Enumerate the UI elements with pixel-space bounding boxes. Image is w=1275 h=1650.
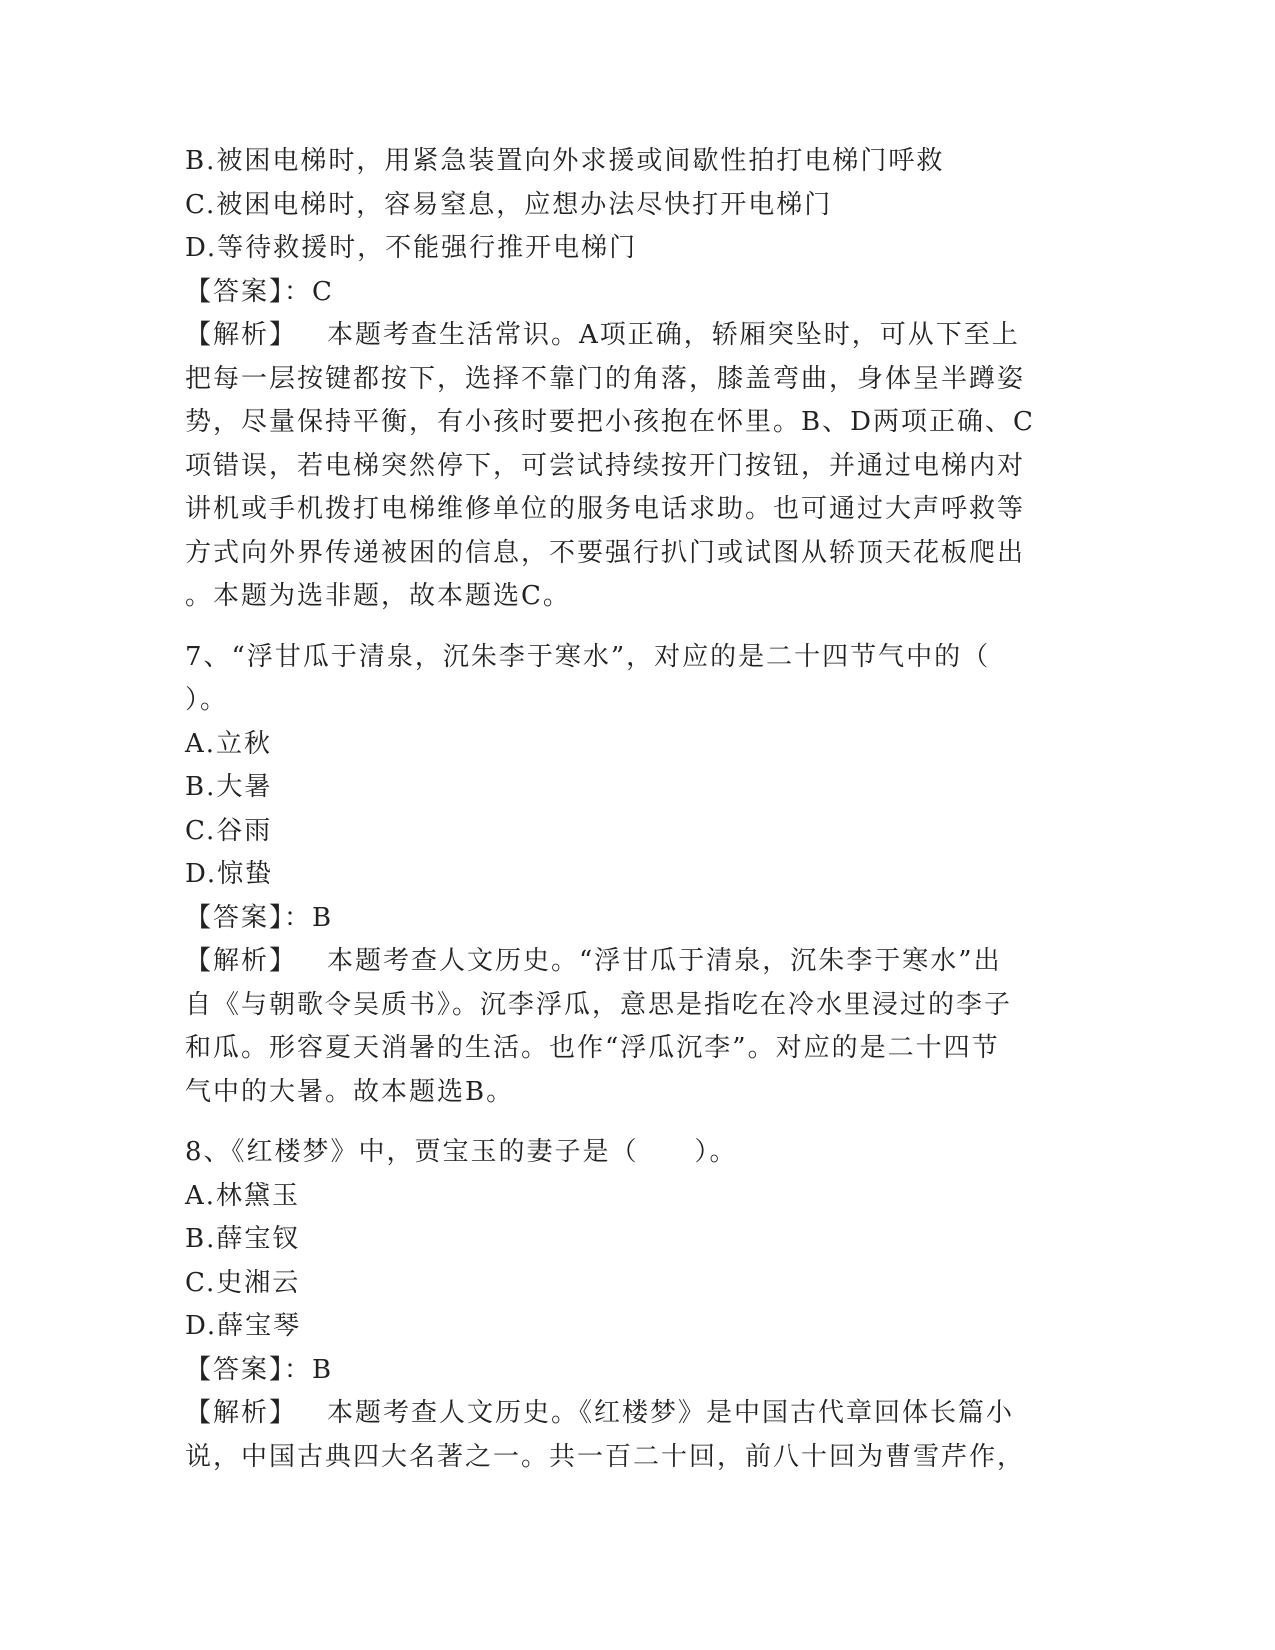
analysis-first-line: [185, 314, 1055, 358]
analysis-text: 本题考查生活常识。A项正确，轿厢突坠时，可从下至上: [327, 320, 1020, 350]
analysis-line: 。本题为选非题，故本题选C。: [185, 581, 571, 611]
option-a: A.立秋: [185, 728, 273, 759]
question-stem: ）。: [185, 685, 229, 715]
question-6-tail: [185, 140, 1055, 619]
question-8: [185, 1131, 1055, 1479]
analysis-line: 气中的大暑。故本题选B。: [185, 1076, 515, 1107]
analysis-label: 【解析】: [185, 1398, 298, 1428]
option-d: D.等待救援时，不能强行推开电梯门: [185, 233, 638, 263]
analysis-line: 讲机或手机拨打电梯维修单位的服务电话求助。也可通过大声呼救等: [185, 494, 1026, 524]
analysis-first-line: [185, 1392, 1055, 1436]
analysis-line: 把每一层按键都按下，选择不靠门的角落，膝盖弯曲，身体呈半蹲姿: [185, 363, 1026, 394]
analysis-label: 【解析】: [185, 320, 298, 350]
analysis-text: 本题考查人文历史。“浮甘瓜于清泉，沉朱李于寒水”出: [327, 946, 1002, 976]
analysis-line: 和瓜。形容夏天消暑的生活。也作“浮瓜沉李”。对应的是二十四节: [185, 1033, 1000, 1063]
analysis-line: 势，尽量保持平衡，有小孩时要把小孩抱在怀里。B、D两项正确、C: [185, 407, 1035, 437]
option-b: B.薛宝钗: [185, 1224, 301, 1254]
option-c: C.谷雨: [185, 815, 273, 846]
option-a: A.林黛玉: [185, 1180, 301, 1211]
option-d: D.薛宝琴: [185, 1311, 302, 1341]
answer: 【答案】：B: [185, 902, 334, 933]
option-b: B.大暑: [185, 772, 273, 802]
analysis-line: 自《与朝歌令吴质书》。沉李浮瓜，意思是指吃在冷水里浸过的李子: [185, 989, 1013, 1020]
analysis-first-line: [185, 940, 1055, 984]
option-c: C.史湘云: [185, 1267, 301, 1298]
spacer: [185, 619, 1055, 636]
question-stem: 7、“浮甘瓜于清泉，沉朱李于寒水”，对应的是二十四节气中的（: [185, 641, 991, 672]
analysis-line: 方式向外界传递被困的信息，不要强行扒门或试图从轿顶天花板爬出: [185, 537, 1026, 568]
option-d: D.惊蛰: [185, 859, 274, 889]
answer: 【答案】：C: [185, 276, 334, 307]
question-stem: 8、《红楼梦》中，贾宝玉的妻子是（ ）。: [185, 1137, 738, 1167]
analysis-text: 本题考查人文历史。《红楼梦》是中国古代章回体长篇小: [327, 1398, 1015, 1428]
spacer: [185, 1114, 1055, 1131]
analysis-line: 说，中国古典四大名著之一。共一百二十回，前八十回为曹雪芹作，: [185, 1441, 1026, 1472]
question-7: [185, 636, 1055, 1115]
option-c: C.被困电梯时，容易窒息，应想办法尽快打开电梯门: [185, 189, 833, 220]
document-page: [185, 140, 1055, 1479]
analysis-line: 项错误，若电梯突然停下，可尝试持续按开门按钮，并通过电梯内对: [185, 450, 1026, 481]
option-b: B.被困电梯时，用紧急装置向外求援或间歇性拍打电梯门呼救: [185, 146, 945, 176]
analysis-label: 【解析】: [185, 946, 298, 976]
answer: 【答案】：B: [185, 1354, 334, 1385]
